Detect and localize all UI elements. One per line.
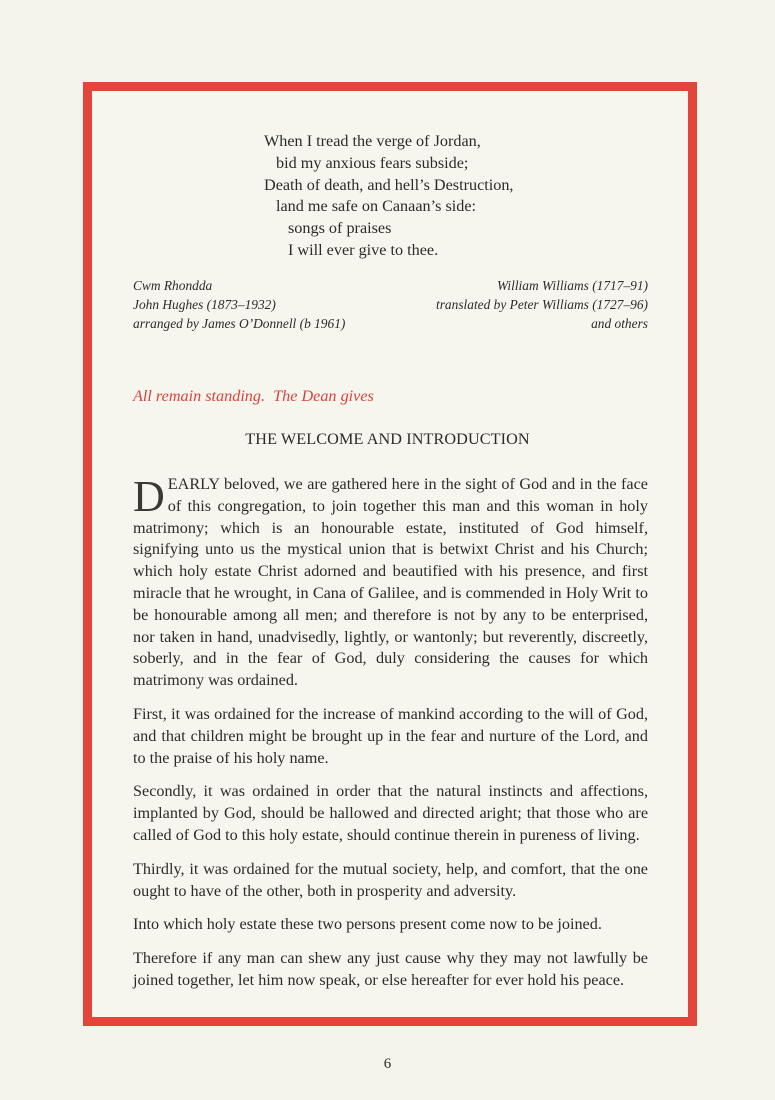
paragraph: First, it was ordained for the increase of mankind according to the will of God, and that children might be brought up in the fear and nurture of the Lord, and to the praise of his holy name. bbox=[133, 704, 648, 767]
words-credits bbox=[436, 276, 648, 333]
verse-line: bid my anxious fears subside; bbox=[276, 153, 469, 172]
others: and others bbox=[591, 316, 648, 331]
verse-line: songs of praises bbox=[288, 219, 392, 238]
verse-line: When I tread the verge of Jordan, bbox=[264, 132, 481, 150]
author: William Williams (1717–91) bbox=[496, 278, 648, 293]
paragraph: Thirdly, it was ordained for the mutual society, help, and comfort, that the one ought to have of the other, both in prosperity and adversity. bbox=[133, 859, 648, 900]
rubric-instruction: All remain standing. The Dean gives bbox=[133, 387, 374, 405]
paragraph-text: EARLY beloved, we are gathered here in the sight of God and in the face of this congregation, to join together this man and this woman in holy matrimony; which is an honourable estate, instituted of God himself, signifying unto us the mystical union that is betwixt Christ and his Church; which holy estate Christ adorned and beautified with his presence, and first miracle that he wrought, in Cana of Galilee, and is commended in Holy Writ to be honourable among all men; and therefore is not by any to be enterprised, nor taken in hand, unadvisedly, lightly, or wantonly; but reverently, discreetly, soberly, and in the fear of God, duly considering the causes for which matrimony was ordained. bbox=[133, 475, 648, 690]
verse-line: I will ever give to thee. bbox=[288, 240, 439, 259]
paragraph: Into which holy estate these two persons present come now to be joined. bbox=[133, 915, 602, 934]
page-number: 6 bbox=[383, 1056, 392, 1072]
welcome-text bbox=[133, 474, 648, 1004]
music-credits bbox=[133, 276, 345, 333]
verse-line: land me safe on Canaan’s side: bbox=[276, 197, 477, 216]
composer: John Hughes (1873–1932) bbox=[133, 297, 276, 312]
hymn-verse bbox=[264, 131, 513, 262]
paragraph: Secondly, it was ordained in order that the natural instincts and affections, implanted by God, should be hallowed and directed aright; that those who are called of God to this holy estate, should continue therein in pureness of living. bbox=[133, 782, 648, 844]
drop-cap: D bbox=[133, 472, 165, 521]
tune-name: Cwm Rhondda bbox=[133, 278, 213, 293]
arranger: arranged by James O’Donnell (b 1961) bbox=[133, 316, 346, 331]
section-heading: THE WELCOME AND INTRODUCTION bbox=[245, 430, 530, 448]
paragraph bbox=[133, 474, 648, 692]
verse-line: Death of death, and hell’s Destruction, bbox=[264, 175, 514, 194]
paragraph: Therefore if any man can shew any just cause why they may not lawfully be joined together, let him now speak, or else hereafter for ever hold his peace. bbox=[133, 949, 648, 989]
translator: translated by Peter Williams (1727–96) bbox=[436, 297, 648, 312]
